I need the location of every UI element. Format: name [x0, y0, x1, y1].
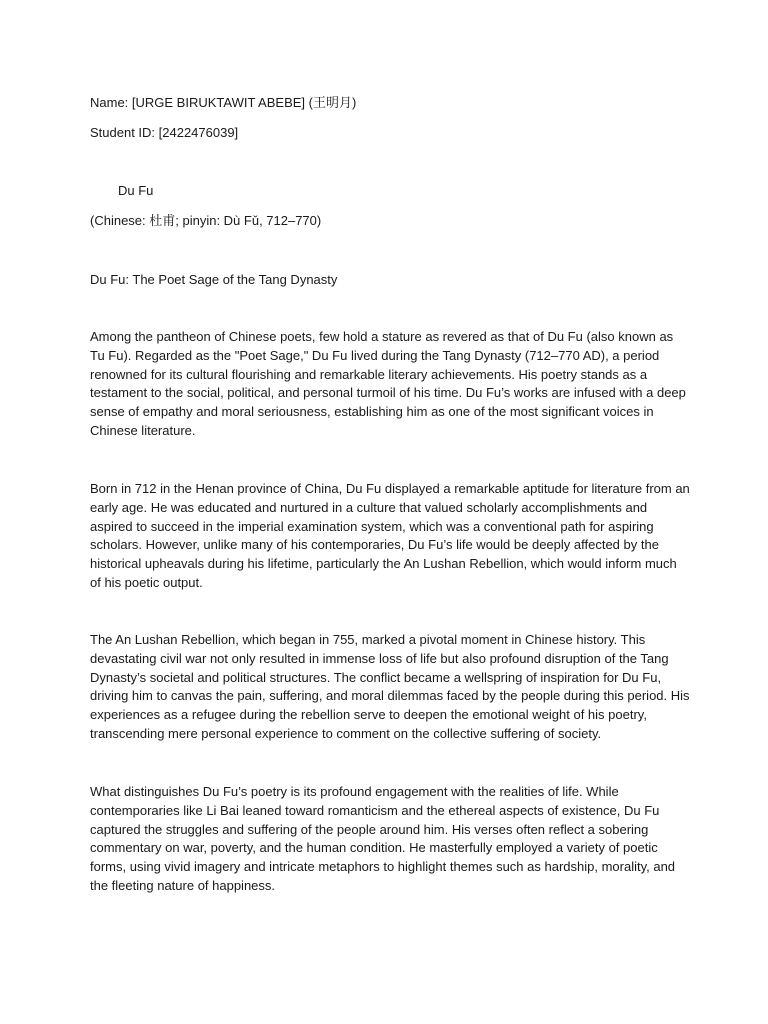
paragraph-4: What distinguishes Du Fu’s poetry is its profound engagement with the realities of life. While contemporaries like Li Bai leaned toward romanticism and the ethereal aspects of existence, Du Fu captured the struggles and suffering of the people around him. His verses often reflect a sobering commentary on war, poverty, and the human condition. He masterfully employed a variety of poetic forms, using vivid imagery and intricate metaphors to highlight themes such as hardship, morality, and the fleeting nature of happiness.	[90, 784, 676, 893]
student-name: Name: [URGE BIRUKTAWIT ABEBE] (王明月)	[90, 95, 357, 110]
paragraph-2: Born in 712 in the Henan province of China, Du Fu displayed a remarkable aptitude for literature from an early age. He was educated and nurtured in a culture that valued scholarly accomplishments and aspired to succeed in the imperial examination system, which was a conventional path for aspiring scholars. However, unlike many of his contemporaries, Du Fu’s life would be deeply affected by the historical upheavals during his lifetime, particularly the An Lushan Rebellion, which would inform much of his poetic output.	[90, 481, 690, 590]
essay-title: Du Fu: The Poet Sage of the Tang Dynasty	[90, 272, 338, 287]
paragraph-1: Among the pantheon of Chinese poets, few hold a stature as revered as that of Du Fu (also known as Tu Fu). Regarded as the "Poet Sage," Du Fu lived during the Tang Dynasty (712–770 AD), a period renowned for its cultural flourishing and remarkable literary achievements. His poetry stands as a testament to the social, political, and personal turmoil of his time. Du Fu’s works are infused with a deep sense of empathy and moral seriousness, establishing him as one of the most significant voices in Chinese literature.	[90, 329, 686, 438]
chinese-name-subtitle: (Chinese: 杜甫; pinyin: Dù Fǔ, 712–770)	[90, 213, 322, 228]
paragraph-3: The An Lushan Rebellion, which began in 755, marked a pivotal moment in Chinese history. This devastating civil war not only resulted in immense loss of life but also profound disruption of the Tang Dynasty’s societal and political structures. The conflict became a wellspring of inspiration for Du Fu, driving him to canvas the pain, suffering, and moral dilemmas faced by the people during this period. His experiences as a refugee during the rebellion serve to deepen the emotional weight of his poetry, transcending mere personal experience to comment on the collective suffering of society.	[90, 632, 690, 741]
document-heading: Du Fu	[118, 183, 154, 198]
student-id: Student ID: [2422476039]	[90, 125, 239, 140]
